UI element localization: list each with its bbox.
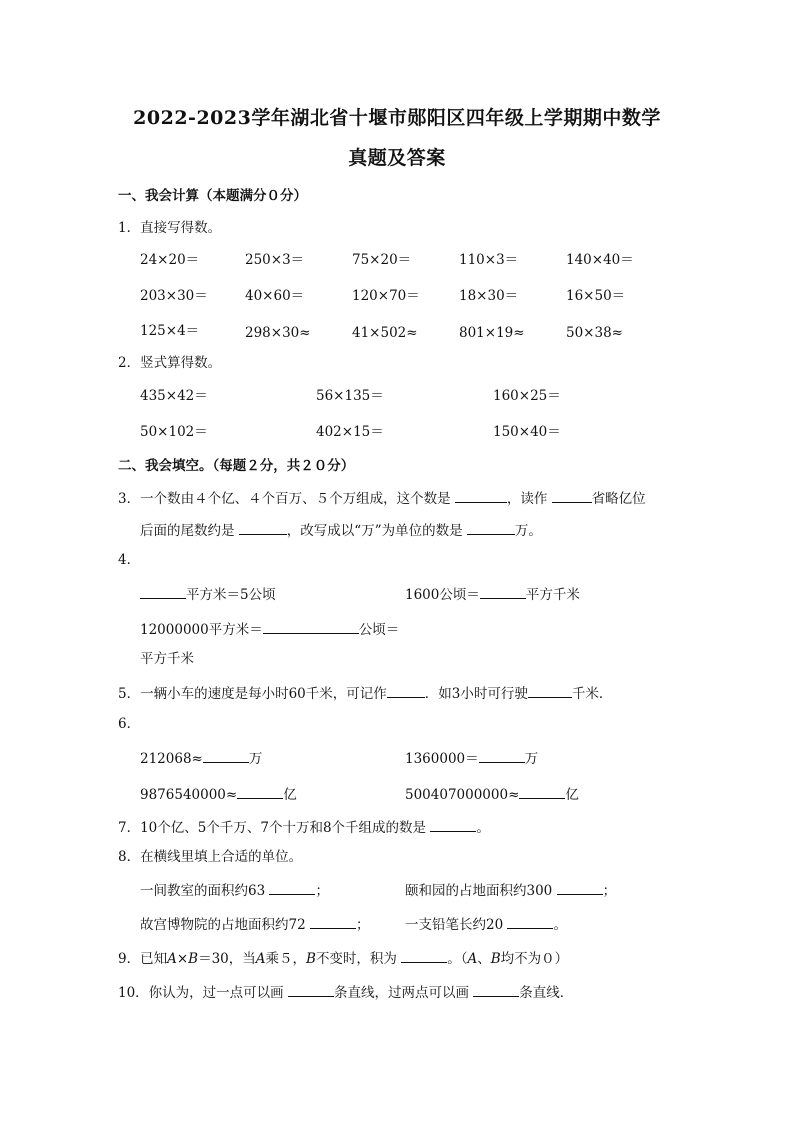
q6-unit-c: 亿 (283, 787, 297, 803)
q5-text-c: 千米． (571, 686, 613, 702)
q8-item-d (405, 915, 567, 933)
section1-heading: 一、我会计算（本题满分０分） (118, 188, 307, 204)
q4-text-f: 平方千米 (140, 651, 194, 667)
q9-var-a: A (167, 951, 177, 967)
q1-item: 203×30＝ (140, 288, 208, 304)
q6-item-b (405, 749, 538, 767)
q9-var-b2: B (306, 951, 316, 967)
q9-var-b: B (188, 951, 199, 967)
q8-text-a: 一间教室的面积约63 (140, 883, 266, 899)
q9-var-b3: B (490, 951, 501, 967)
q8-item-c (140, 915, 369, 933)
q9-text-a: 9．已知 (118, 951, 168, 967)
q2-item: 56×135＝ (316, 388, 384, 404)
q3-text-f: 万。 (514, 523, 542, 539)
q3-text-d: 后面的尾数约是 (140, 523, 235, 539)
page-title-line1: 2022-2023学年湖北省十堰市郧阳区四年级上学期期中数学 (133, 107, 661, 129)
q10-blank-b[interactable] (473, 983, 519, 997)
q1-item: 18×30＝ (459, 288, 519, 304)
q2-item: 402×15＝ (316, 424, 384, 440)
q3-text-a: 3．一个数由４个亿、４个百万、５个万组成，这个数是 (118, 491, 451, 507)
q7-text-b: 。 (476, 820, 490, 836)
q8-blank-d[interactable] (507, 915, 553, 929)
q6-text-a: 212068≈ (140, 751, 203, 767)
q9-text-g: 均不为０） (500, 951, 569, 967)
q4-item-a (140, 585, 276, 603)
q2-label: 2．竖式算得数。 (118, 355, 222, 371)
q4-blank-a[interactable] (140, 585, 186, 599)
q6-unit-b: 万 (524, 751, 539, 767)
q6-unit-d: 亿 (565, 787, 579, 803)
q9-blank[interactable] (401, 949, 447, 963)
section2-heading: 二、我会填空。（每题２分，共２０分） (118, 458, 355, 474)
q10-text-b: 条直线，过两点可以画 (333, 985, 469, 1001)
q4-blank-c[interactable] (263, 620, 359, 634)
q8-blank-c[interactable] (310, 915, 356, 929)
q5-text-a: 5．一辆小车的速度是每小时60千米，可记作 (118, 686, 387, 702)
q6-label: 6． (118, 716, 141, 732)
q9-var-a2: A (255, 951, 266, 967)
q6-blank-a[interactable] (203, 749, 249, 763)
q6-blank-c[interactable] (237, 785, 283, 799)
q5-text-b: ．如3小时可行驶 (424, 686, 528, 702)
q1-item: 16×50＝ (566, 288, 626, 304)
q8-item-a (140, 881, 329, 899)
q8-item-b (405, 881, 616, 899)
q7-line (118, 818, 490, 836)
page-title-line2: 真题及答案 (348, 147, 446, 169)
q8-text-c: 故宫博物院的占地面积约72 (140, 917, 306, 933)
q2-item: 435×42＝ (140, 388, 208, 404)
q3-blank-reading[interactable] (552, 489, 592, 503)
q5-blank-b[interactable] (528, 684, 572, 698)
q3-text-e: ，改写成以“万”为单位的数是 (286, 523, 463, 539)
q8-text-b: 颐和园的占地面积约300 (405, 883, 553, 899)
q10-line (118, 983, 573, 1001)
q9-text-d: 不变时，积为 (315, 951, 397, 967)
q1-label: 1．直接写得数。 (118, 220, 222, 236)
q7-blank[interactable] (430, 818, 476, 832)
q1-item: 24×20＝ (140, 252, 200, 268)
q8-end-a: ； (315, 883, 329, 899)
q8-end-d: 。 (553, 917, 567, 933)
q9-text-e: 。（ (447, 951, 468, 967)
q4-text-d: 12000000平方米＝ (140, 622, 263, 638)
q3-blank-number[interactable] (455, 489, 507, 503)
q9-text-b: ＝30，当 (198, 951, 256, 967)
q3-line1 (118, 489, 646, 507)
q8-blank-a[interactable] (269, 881, 315, 895)
q2-item: 50×102＝ (140, 424, 208, 440)
q4-text-b: 1600公顷＝ (405, 587, 480, 603)
q9-text-c: 乘５， (265, 951, 307, 967)
q7-text-a: 7．10个亿、5个千万、7个十万和8个千组成的数是 (118, 820, 427, 836)
q2-item: 160×25＝ (493, 388, 561, 404)
q4-blank-b[interactable] (480, 585, 526, 599)
q2-item: 150×40＝ (493, 424, 561, 440)
q1-item: 110×3＝ (459, 252, 519, 268)
q1-item: 120×70＝ (352, 288, 420, 304)
q4-label: 4． (118, 552, 141, 568)
q1-item: 298×30≈ (245, 325, 311, 341)
q1-item: 75×20＝ (352, 252, 412, 268)
q5-line (118, 684, 612, 702)
q6-text-b: 1360000＝ (405, 751, 479, 767)
q3-text-c: 省略亿位 (591, 491, 646, 507)
q3-line2 (140, 521, 542, 539)
q9-text-f: 、 (477, 951, 491, 967)
q6-text-d: 500407000000≈ (405, 787, 520, 803)
q1-item: 250×3＝ (245, 252, 305, 268)
q1-item: 801×19≈ (459, 325, 525, 341)
q10-text-a: 10．你认为，过一点可以画 (118, 985, 284, 1001)
q6-item-c (140, 785, 297, 803)
q1-item: 40×60＝ (245, 288, 305, 304)
q4-text-a: 平方米＝5公顷 (186, 587, 276, 603)
q3-text-b: ，读作 (506, 491, 548, 507)
q6-item-a (140, 749, 262, 767)
q1-item: 140×40＝ (566, 252, 634, 268)
q4-item-c (140, 620, 399, 638)
q6-item-d (405, 785, 579, 803)
q1-item: 50×38≈ (566, 325, 623, 341)
q8-end-b: ； (602, 883, 617, 899)
q1-item: 125×4＝ (140, 323, 200, 339)
q10-blank-a[interactable] (288, 983, 334, 997)
q6-blank-b[interactable] (479, 749, 525, 763)
q8-end-c: ； (355, 917, 370, 933)
q8-label: 8．在横线里填上合适的单位。 (118, 849, 303, 865)
q9-line (118, 949, 568, 967)
q4-text-e: 公顷＝ (358, 622, 400, 638)
q6-text-c: 9876540000≈ (140, 787, 238, 803)
q3-blank-wan[interactable] (467, 521, 515, 535)
q6-unit-a: 万 (248, 751, 263, 767)
q4-text-c: 平方千米 (525, 587, 580, 603)
q4-item-b (405, 585, 580, 603)
q9-times: × (176, 951, 189, 967)
q10-text-c: 条直线． (519, 985, 574, 1001)
q8-blank-b[interactable] (557, 881, 603, 895)
q8-text-d: 一支铅笔长约20 (405, 917, 504, 933)
q3-blank-approx[interactable] (239, 521, 287, 535)
q1-item: 41×502≈ (352, 325, 418, 341)
q5-blank-a[interactable] (387, 684, 425, 698)
q9-var-a3: A (467, 951, 478, 967)
q6-blank-d[interactable] (519, 785, 565, 799)
